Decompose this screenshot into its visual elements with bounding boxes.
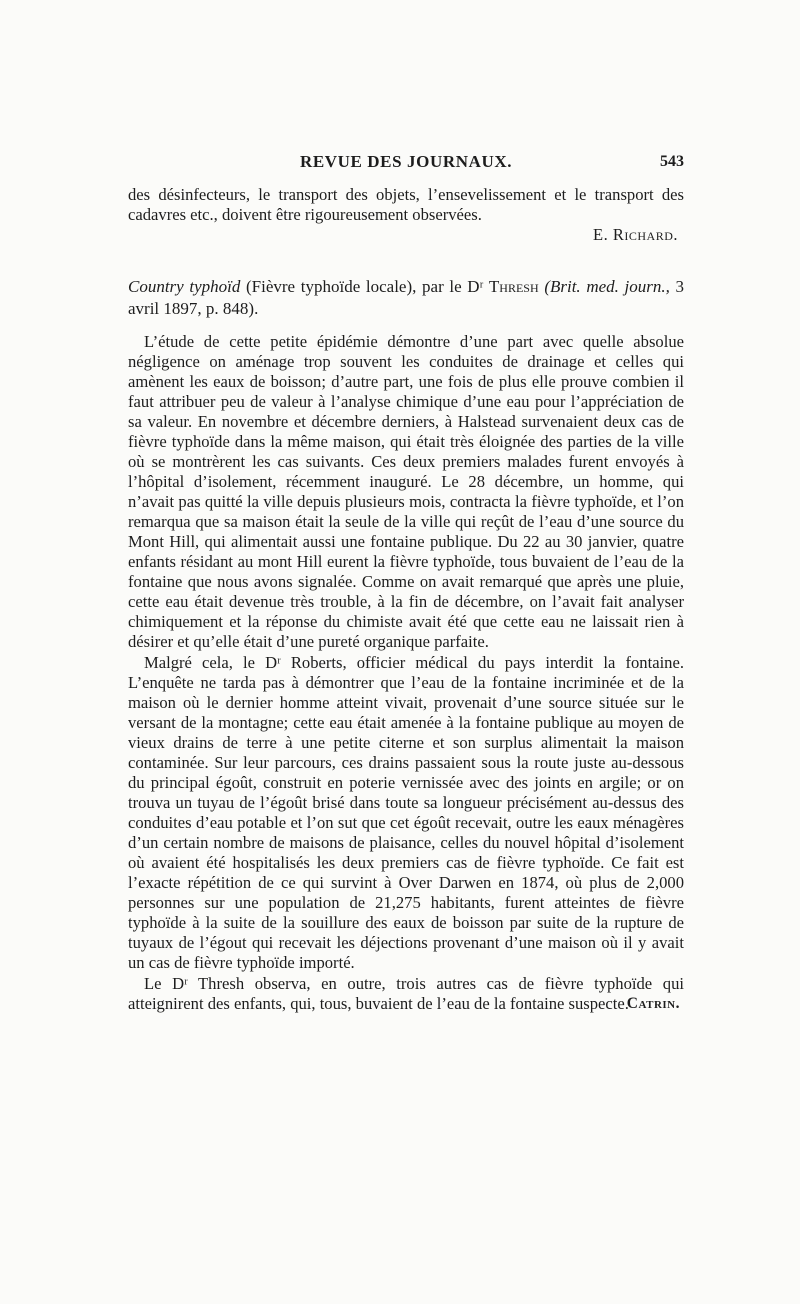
running-header [128, 152, 684, 176]
article-paragraph-3: Le Dʳ Thresh observa, en outre, trois autres cas de fièvre typhoïde qui atteignirent des enfants, qui, tous, buvaient de l’eau de la fontaine suspecte. [128, 974, 684, 1013]
article-source: (Brit. med. journ., [544, 277, 670, 296]
article-signature: Catrin. [626, 995, 680, 1012]
running-title: REVUE DES JOURNAUX. [299, 152, 513, 171]
article-paragraph-2: Malgré cela, le Dʳ Roberts, officier médical du pays interdit la fontaine. L’enquête ne tarda pas à démontrer que l’eau de la fontaine incriminée et de la maison où le dernier homme atteint vivait, provenait d’une source située sur le versant de la montagne; cette eau était amenée à la fontaine publique au moyen de vieux drains de terre à une petite citerne et son surplus alimentait la maison contaminée. Sur leur parcours, ces drains passaient sous la route juste au-dessous du principal égoût, construit en poterie vernissée avec des joints en argile; or on trouva un tuyau de l’égoût brisé dans toute sa longueur précisément au-dessus des conduites d’eau potable et l’on sut que cet égoût recevait, outre les eaux ménagères d’un certain nombre de maisons de plaisance, celles du nouvel hôpital d’isolement où avaient été hospitalisés les deux premiers cas de fièvre typhoïde. Ce fait est l’exacte répétition de ce qui survint à Over Darwen en 1874, où plus de 2,000 personnes sur une population de 21,275 habitants, furent atteintes de fièvre typhoïde à la suite de la souillure des eaux de boisson par suite de la rupture de tuyaux de l’égout qui recevait les déjections provenant d’une maison où il y avait un cas de fièvre typhoïde importé. [128, 653, 684, 972]
previous-article-tail [128, 185, 684, 245]
article-paragraph-1: L’étude de cette petite épidémie démontre d’une part avec quelle absolue négligence on aménage trop souvent les conduites de drainage et celles qui amènent les eaux de boisson; d’autre part, une fois de plus elle prouve combien il faut attribuer peu de valeur à l’analyse chimique d’une eau pour l’appréciation de sa valeur. En novembre et décembre derniers, à Halstead survenaient deux cas de fièvre typhoïde dans la même maison, qui était très éloignée des parties de la ville où se montrèrent les cas suivants. Ces deux premiers malades furent envoyés à l’hôpital d’isolement, récemment inauguré. Le 28 décembre, un homme, qui n’avait pas quitté la ville depuis plusieurs mois, contracta la fièvre typhoïde, et l’on remarqua que sa maison était la seule de la ville qui reçût de l’eau d’une source du Mont Hill, qui alimentait aussi une fontaine publique. Du 22 au 30 janvier, quatre enfants résidant au mont Hill eurent la fièvre typhoïde, tous buvaient de l’eau de la fontaine que nous avons signalée. Comme on avait remarqué que après une pluie, cette eau était devenue très trouble, à la fin de décembre, on l’avait fait analyser chimiquement et la réponse du chimiste avait été que cette eau ne laissait rien à désirer et qu’elle était d’une pureté organique parfaite. [128, 332, 684, 651]
article [128, 276, 684, 1014]
article-heading [128, 276, 684, 320]
page-number: 543 [660, 153, 684, 170]
previous-article-text: des désinfecteurs, le transport des objets, l’ensevelissement et le transport des cadavres etc., doivent être rigoureusement observées. [128, 185, 684, 224]
article-citation: 3 avril 1897, p. 848). [128, 277, 685, 318]
article-title: Country typhoïd [128, 277, 241, 296]
article-subtitle: (Fièvre typhoïde locale), par le Dʳ [246, 277, 484, 296]
previous-article-signature: E. Richard. [593, 225, 678, 244]
article-author: Thresh [488, 277, 539, 296]
